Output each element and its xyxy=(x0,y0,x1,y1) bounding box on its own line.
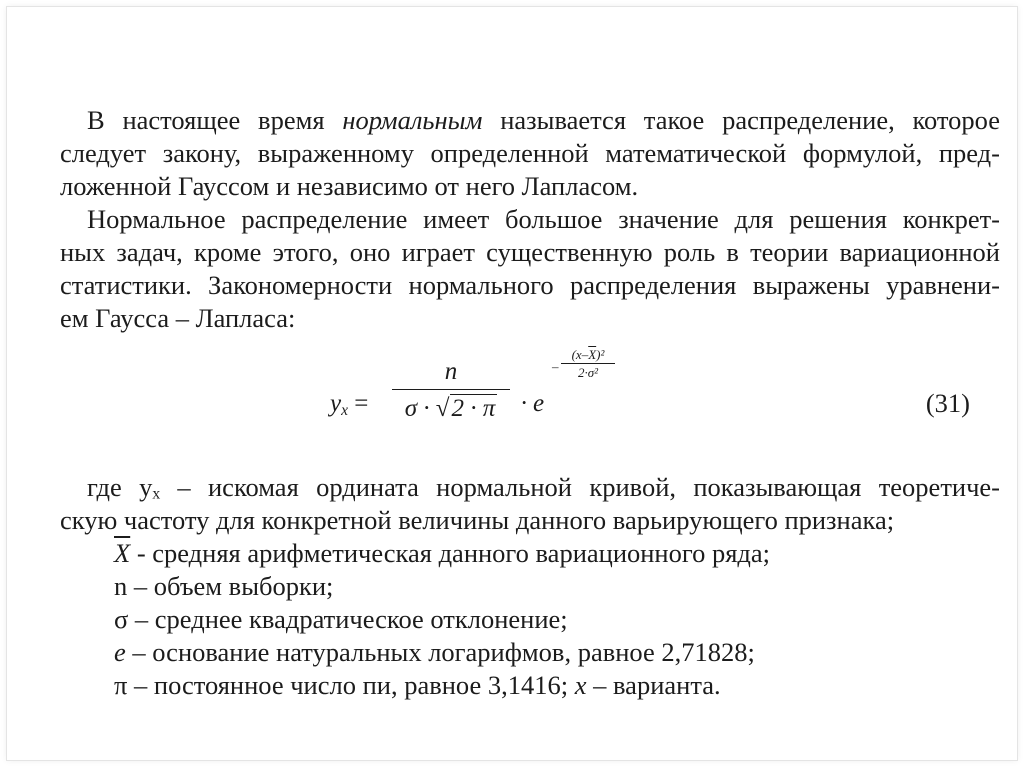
paragraph-2-line-3: статистики. Закономерности нормального распределения выражены уравнени- xyxy=(60,270,1000,300)
paragraph-2-line-4: ем Гаусса – Лапласа: xyxy=(60,303,296,333)
formula-denominator: σ · √2 · π xyxy=(404,395,496,422)
paragraph-1-line-2: следует закону, выраженному определенной математической формулой, пред- xyxy=(60,138,1000,168)
where-line-2: скую частоту для конкретной величины данного варьирующего признака; xyxy=(60,505,895,535)
definition-mean: $\overline{X}$ - средняя арифметическая данного вариационного ряда; xyxy=(114,538,770,568)
text-span: В настоящее время xyxy=(87,105,343,135)
definition-sigma: σ – среднее квадратическое отклонение; xyxy=(114,604,568,634)
formula-lhs: yx = xyxy=(330,390,369,419)
formula-fraction xyxy=(392,357,510,426)
document-page xyxy=(60,104,1000,702)
sqrt-radicand: 2 · π xyxy=(451,395,496,422)
formula-numerator: n xyxy=(444,358,458,385)
multiply-dot: · xyxy=(520,390,529,417)
paragraph-1-line-3: ложенной Гауссом и независимо от него Лапласом. xyxy=(60,171,639,201)
exponent-numerator: $(x-\overline{X})^2$ xyxy=(571,347,605,362)
paragraph-2-line-1: Нормальное распределение имеет большое значение для решения конкрет- xyxy=(87,204,1000,234)
paragraph-1-line-1 xyxy=(60,104,1000,137)
paragraph-2-line-2: ных задач, кроме этого, оно играет существенную роль в теории вариационной xyxy=(60,237,1000,267)
definition-n: n – объем выборки; xyxy=(114,571,334,601)
emphasized-term: нормальным xyxy=(342,105,483,135)
where-line-1: где yₓ – искомая ордината нормальной кривой, показывающая теоретиче- xyxy=(87,472,1000,502)
definition-pi: π – постоянное число пи, равное 3,1416; x – варианта. xyxy=(114,670,721,700)
equation-number: (31) xyxy=(925,388,970,418)
exponent-denominator: 2·σ² xyxy=(577,365,599,380)
fraction-bar xyxy=(392,389,510,390)
formula-block: yx = n σ · √2 · π · e – $(x-\overline{X})^2$ 2·σ² (31) xyxy=(60,349,1000,457)
definition-e: e – основание натуральных логарифмов, равное 2,71828; xyxy=(114,637,755,667)
euler-e: e xyxy=(533,390,545,417)
text-span: называется такое распределение, которое xyxy=(482,105,1000,135)
